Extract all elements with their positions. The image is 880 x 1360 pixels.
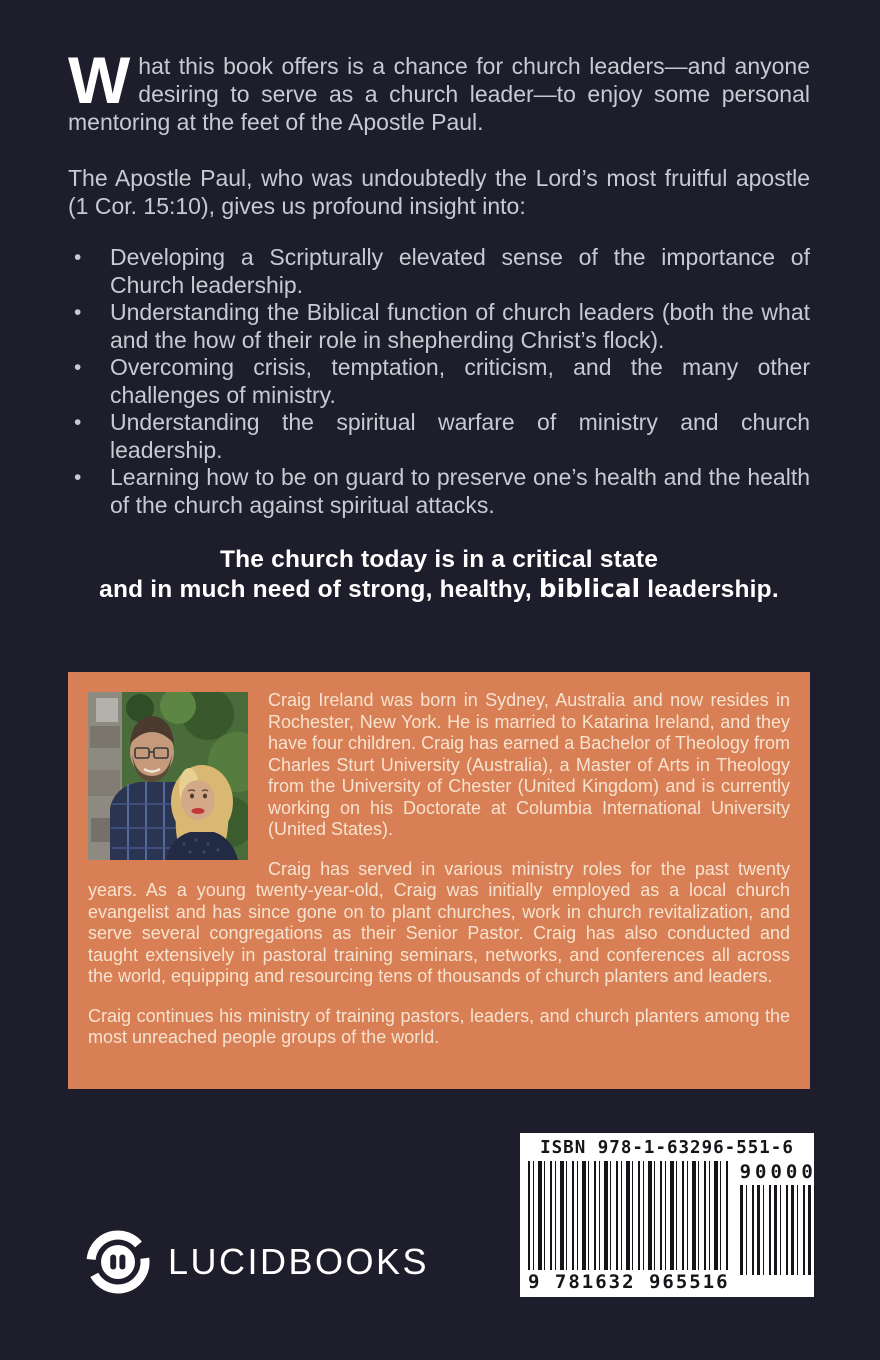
back-cover-copy: [68, 43, 810, 604]
list-item: • Learning how to be on guard to preserve one’s health and the health of the church against spiritual attacks.: [68, 464, 810, 519]
tagline: [68, 545, 810, 604]
tagline-line2-suffix: leadership.: [640, 576, 779, 603]
author-photo-illustration: [88, 692, 248, 860]
tagline-line1: The church today is in a critical state: [219, 546, 659, 573]
intro-paragraph-1-text: hat this book offers is a chance for church leaders—and anyone desiring to serve as a church leader—to enjoy some personal mentoring at the feet of the Apostle Paul.: [68, 53, 810, 135]
tagline-line2-prefix: and in much need of strong, healthy,: [99, 576, 539, 603]
list-item: • Overcoming crisis, temptation, criticism, and the many other challenges of ministry.: [68, 354, 810, 409]
bio-paragraph-2: Craig has served in various ministry roles for the past twenty years. As a young twenty-year-old, Craig was initially employed as a local church evangelist and has since gone on to plant churches, work in church revitalization, and serve several congregations as their Senior Pastor. Craig has also conducted and taught extensively in pastoral training seminars, networks, and conferences all across the world, equipping and resourcing tens of thousands of church planters and leaders.: [88, 858, 790, 986]
price-code: 90000: [739, 1161, 817, 1183]
publisher-logo: [86, 1230, 429, 1294]
intro-paragraph-1: [68, 43, 810, 136]
isbn-barcode: [520, 1133, 817, 1297]
list-item: • Understanding the Biblical function of church leaders (both the what and the how of their role in shepherding Christ’s flock).: [68, 299, 810, 354]
isbn-number: ISBN 978-1-63296-551-6: [540, 1138, 794, 1158]
author-photo: [88, 692, 248, 860]
list-item: • Understanding the spiritual warfare of ministry and church leadership.: [68, 409, 810, 464]
barcode-bars: [528, 1161, 730, 1270]
barcode-main: [528, 1161, 817, 1293]
ean-digits: 9 781632 965516: [528, 1271, 730, 1293]
addon-bars: [740, 1185, 817, 1275]
bio-paragraph-3: Craig continues his ministry of training pastors, leaders, and church planters among the most unreached people groups of the world.: [88, 1005, 790, 1047]
insight-list: [68, 244, 810, 519]
author-bio-box: [68, 672, 810, 1089]
tagline-emphasis: biblical: [538, 574, 641, 603]
list-item: • Developing a Scripturally elevated sense of the importance of Church leadership.: [68, 244, 810, 299]
publisher-name: LUCIDBOOKS: [168, 1241, 430, 1282]
ean-barcode: [528, 1161, 730, 1293]
lucidbooks-logo-icon: [86, 1230, 150, 1294]
price-addon-barcode: [740, 1161, 817, 1293]
intro-paragraph-2: The Apostle Paul, who was undoubtedly the Lord’s most fruitful apostle (1 Cor. 15:10), gives us profound insight into:: [68, 165, 810, 219]
bio-paragraph-1: Craig Ireland was born in Sydney, Australia and now resides in Rochester, New York. He is married to Katarina Ireland, and they have four children. Craig has earned a Bachelor of Theology from Charles Sturt University (Australia), a Master of Arts in Theology from the University of Chester (United Kingdom) and is currently working on his Doctorate at Columbia International University (United States).: [268, 690, 790, 839]
drop-cap: W: [68, 43, 131, 117]
